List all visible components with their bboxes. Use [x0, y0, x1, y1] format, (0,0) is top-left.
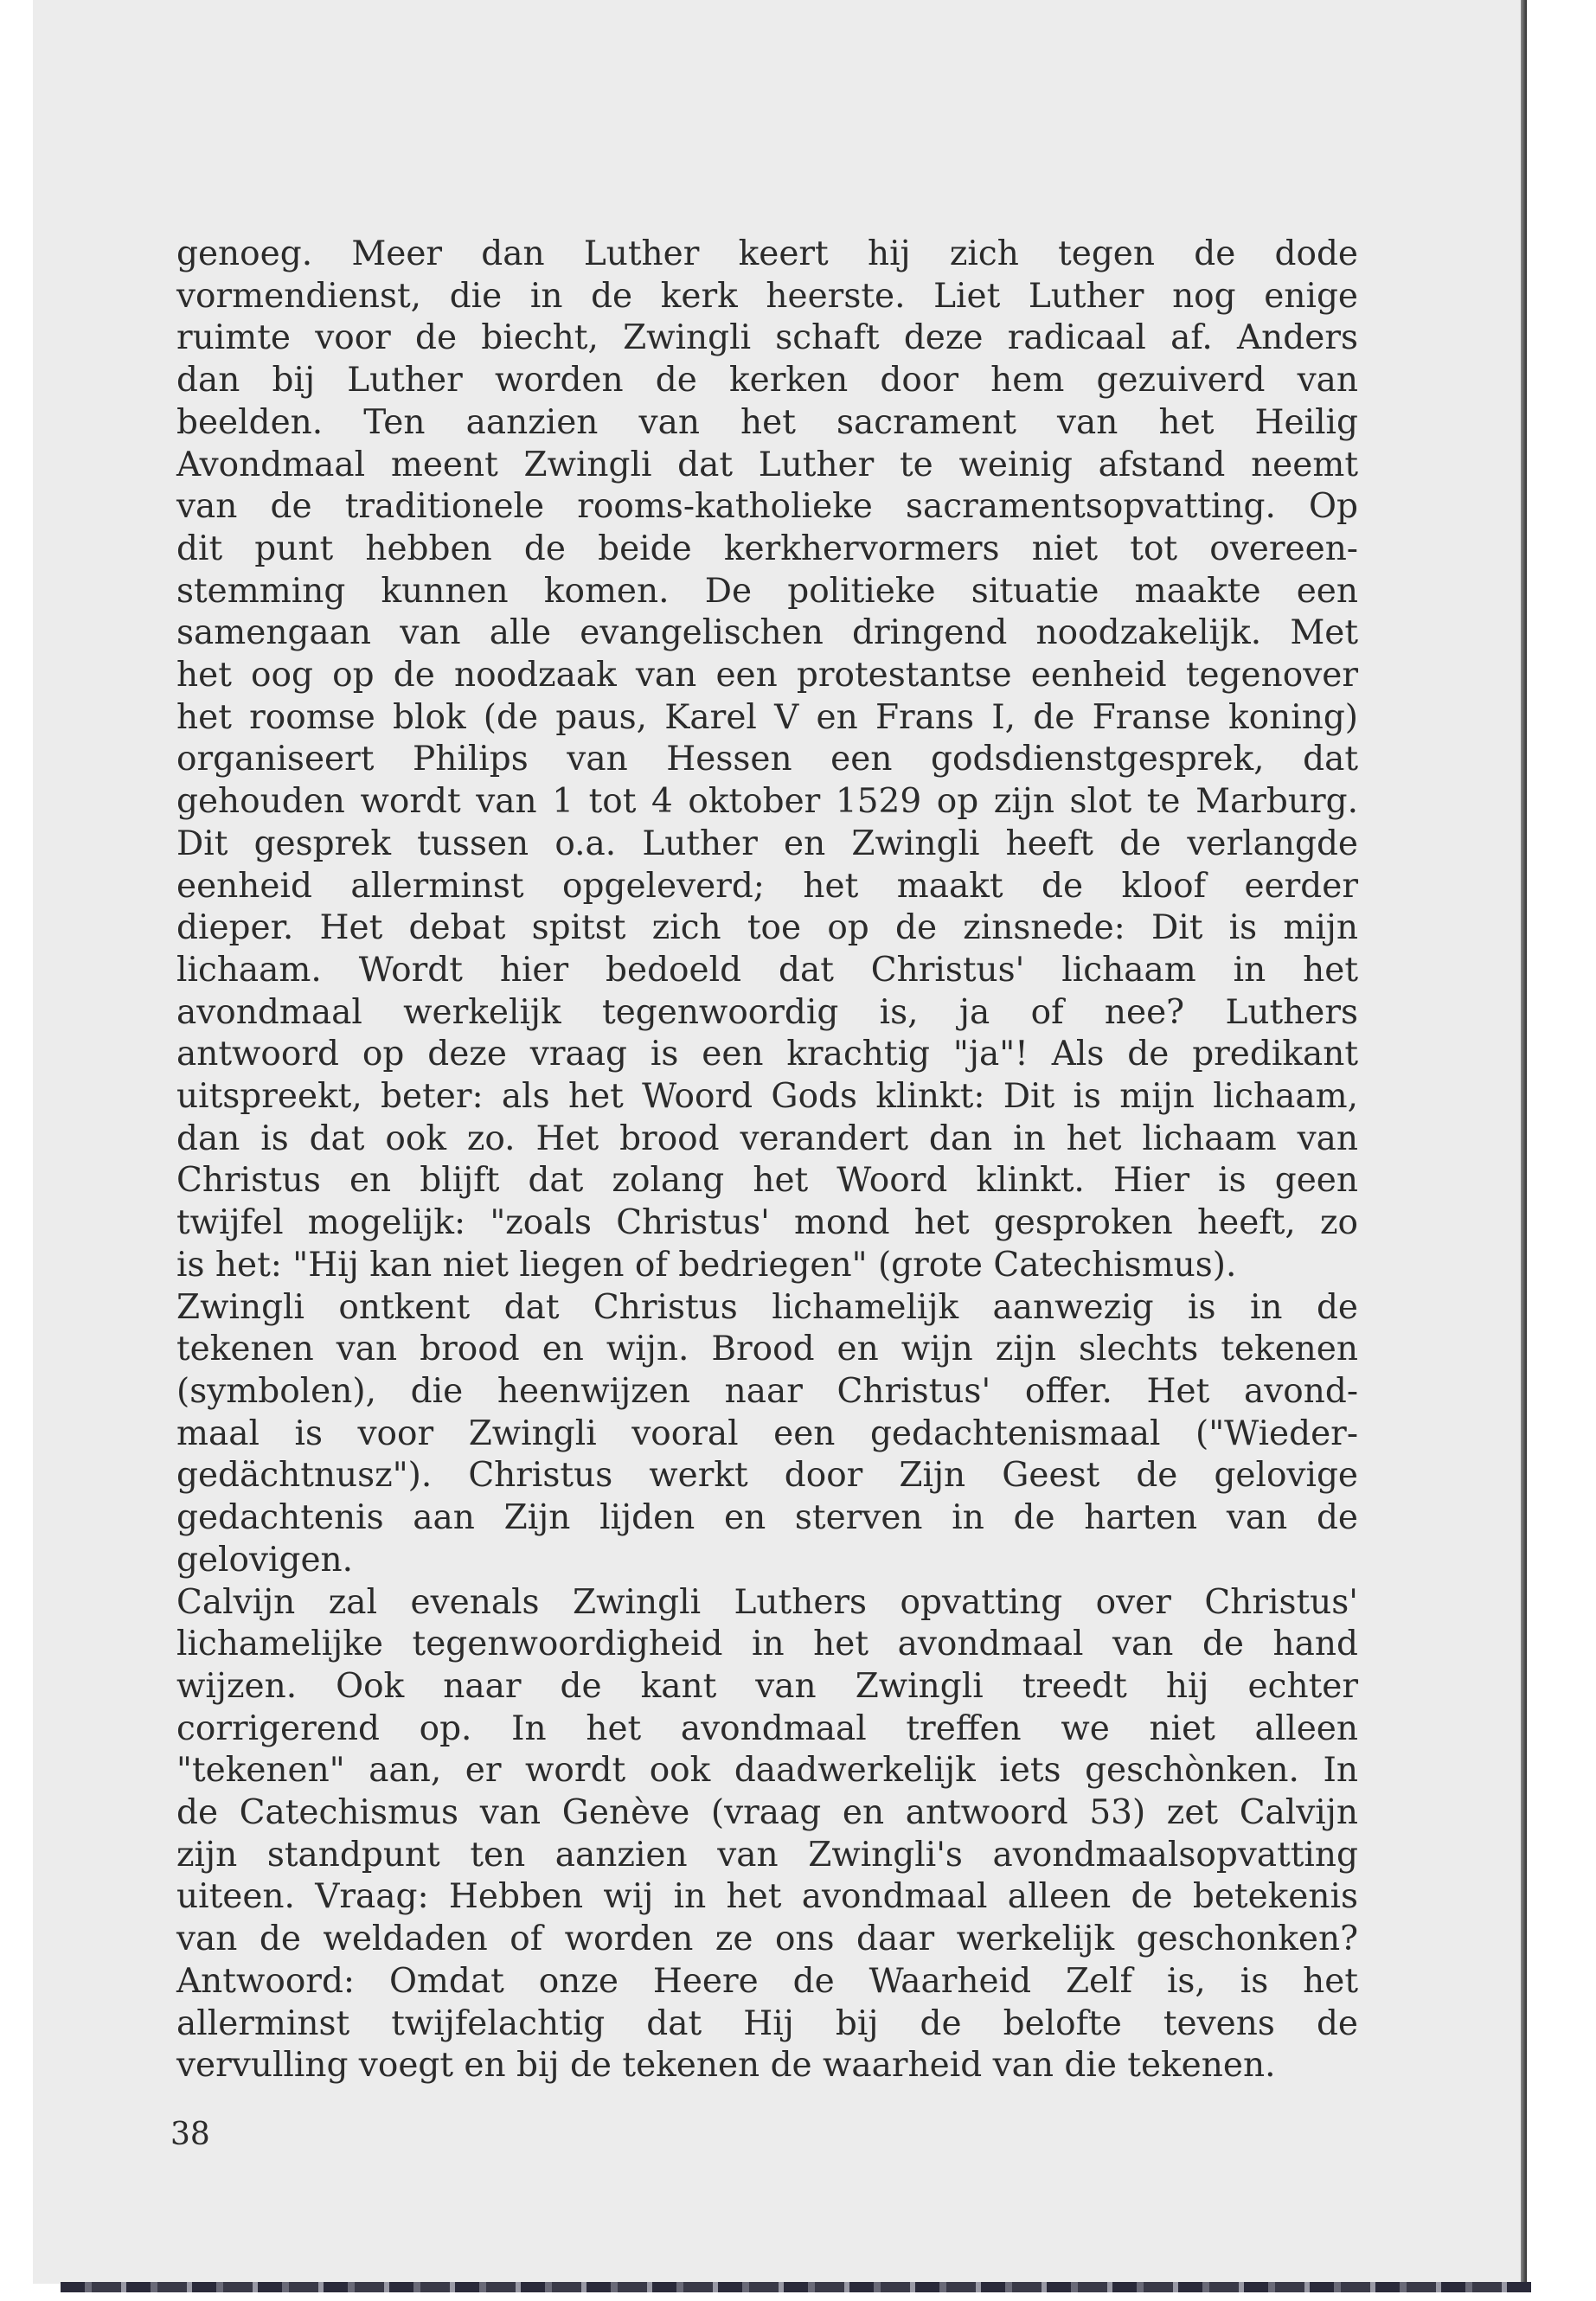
text-line: lichamelijke tegenwoordigheid in het avondmaal van de hand	[176, 1625, 1358, 1664]
text-line: allerminst twijfelachtig dat Hij bij de belofte tevens de	[176, 2003, 1358, 2043]
text-line: stemming kunnen komen. De politieke situatie maakte een	[176, 571, 1358, 611]
text-line: gedachtenis aan Zijn lijden en sterven in de harten van de	[176, 1498, 1358, 1538]
text-line: dit punt hebben de beide kerkhervormers niet tot overeen-	[176, 529, 1358, 568]
text-line: genoeg. Meer dan Luther keert hij zich tegen de dode	[176, 234, 1358, 273]
text-line: is het: "Hij kan niet liegen of bedriegen" (grote Catechismus).	[176, 1245, 1237, 1285]
page-number: 38	[170, 2117, 210, 2152]
text-line: gedächtnusz"). Christus werkt door Zijn Geest de gelovige	[176, 1456, 1358, 1496]
text-line: gelovigen.	[176, 1540, 354, 1580]
text-line: avondmaal werkelijk tegenwoordig is, ja of nee? Luthers	[176, 992, 1358, 1032]
text-line: antwoord op deze vraag is een krachtig "ja"! Als de predikant	[176, 1035, 1358, 1074]
text-line: het roomse blok (de paus, Karel V en Frans I, de Franse koning)	[176, 697, 1358, 737]
text-line: maal is voor Zwingli vooral een gedachtenismaal ("Wieder-	[176, 1413, 1358, 1453]
text-line: uitspreekt, beter: als het Woord Gods klinkt: Dit is mijn lichaam,	[176, 1077, 1358, 1117]
text-line: tekenen van brood en wijn. Brood en wijn zijn slechts tekenen	[176, 1330, 1358, 1369]
page-edge-shadow	[1521, 0, 1527, 2292]
text-line: "tekenen" aan, er wordt ook daadwerkelijk iets geschònken. In	[176, 1751, 1358, 1791]
text-line: lichaam. Wordt hier bedoeld dat Christus' lichaam in het	[176, 950, 1358, 990]
text-line: Dit gesprek tussen o.a. Luther en Zwingli heeft de verlangde	[176, 824, 1358, 863]
text-line: twijfel mogelijk: "zoals Christus' mond het gesproken heeft, zo	[176, 1203, 1358, 1243]
text-line: Calvijn zal evenals Zwingli Luthers opvatting over Christus'	[176, 1582, 1358, 1622]
text-line: Zwingli ontkent dat Christus lichamelijk aanwezig is in de	[176, 1287, 1358, 1327]
text-line: beelden. Ten aanzien van het sacrament van het Heilig	[176, 402, 1358, 442]
text-line: eenheid allerminst opgeleverd; het maakt de kloof eerder	[176, 866, 1358, 906]
text-line: Antwoord: Omdat onze Heere de Waarheid Zelf is, is het	[176, 1961, 1358, 2001]
text-line: van de traditionele rooms-katholieke sacramentsopvatting. Op	[176, 487, 1358, 527]
text-line: dan is dat ook zo. Het brood verandert dan in het lichaam van	[176, 1118, 1358, 1158]
text-line: Christus en blijft dat zolang het Woord klinkt. Hier is geen	[176, 1161, 1358, 1201]
text-line: van de weldaden of worden ze ons daar werkelijk geschonken?	[176, 1920, 1358, 1959]
body-text	[176, 234, 1358, 2087]
text-line: de Catechismus van Genève (vraag en antwoord 53) zet Calvijn	[176, 1793, 1358, 1833]
text-line: ruimte voor de biecht, Zwingli schaft deze radicaal af. Anders	[176, 318, 1358, 358]
text-line: dieper. Het debat spitst zich toe op de zinsnede: Dit is mijn	[176, 908, 1358, 948]
text-line: zijn standpunt ten aanzien van Zwingli's avondmaalsopvatting	[176, 1835, 1358, 1875]
text-line: uiteen. Vraag: Hebben wij in het avondmaal alleen de betekenis	[176, 1877, 1358, 1917]
text-line: wijzen. Ook naar de kant van Zwingli treedt hij echter	[176, 1666, 1358, 1706]
text-line: (symbolen), die heenwijzen naar Christus' offer. Het avond-	[176, 1371, 1358, 1411]
text-line: corrigerend op. In het avondmaal treffen we niet alleen	[176, 1708, 1358, 1748]
text-line: het oog op de noodzaak van een protestantse eenheid tegenover	[176, 656, 1358, 695]
text-line: samengaan van alle evangelischen dringend noodzakelijk. Met	[176, 613, 1358, 653]
scan-bottom-strip	[61, 2282, 1531, 2292]
text-line: dan bij Luther worden de kerken door hem gezuiverd van	[176, 361, 1358, 401]
text-line: gehouden wordt van 1 tot 4 oktober 1529 op zijn slot te Marburg.	[176, 782, 1358, 822]
text-line: vormendienst, die in de kerk heerste. Liet Luther nog enige	[176, 276, 1358, 316]
text-line: organiseert Philips van Hessen een godsdienstgesprek, dat	[176, 740, 1358, 779]
text-line: vervulling voegt en bij de tekenen de waarheid van die tekenen.	[176, 2046, 1276, 2086]
text-line: Avondmaal meent Zwingli dat Luther te weinig afstand neemt	[176, 445, 1358, 484]
